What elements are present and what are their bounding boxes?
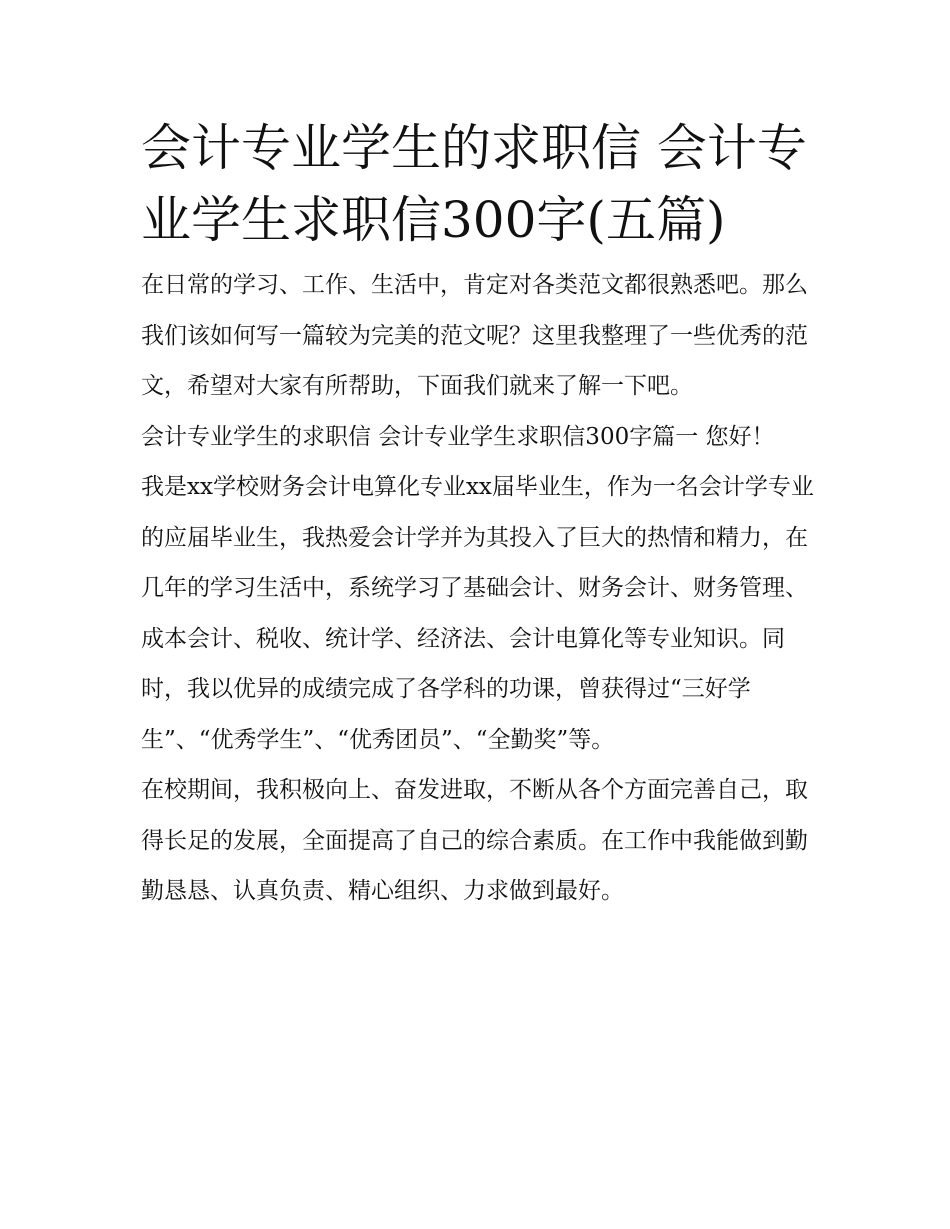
document-body xyxy=(141,112,821,917)
paragraph-self-introduction: 我是xx学校财务会计电算化专业xx届毕业生，作为一名会计学专业的应届毕业生，我热爱会计学并为其投入了巨大的热情和精力，在几年的学习生活中，系统学习了基础会计、财务会计、财务管理、成本会计、税收、统计学、经济法、会计电算化等专业知识。同时，我以优异的成绩完成了各学科的功课，曾获得过“三好学生”、“优秀学生”、“优秀团员”、“全勤奖”等。 xyxy=(141,474,814,753)
paragraph-heading-greeting: 会计专业学生的求职信 会计专业学生求职信300字篇一 您好！ xyxy=(141,423,775,450)
paragraph-campus-experience: 在校期间，我积极向上、奋发进取，不断从各个方面完善自己，取得长足的发展，全面提高了自己的综合素质。在工作中我能做到勤勤恳恳、认真负责、精心组织、力求做到最好。 xyxy=(141,777,808,904)
paragraph-intro: 在日常的学习、工作、生活中，肯定对各类范文都很熟悉吧。那么我们该如何写一篇较为完美的范文呢？这里我整理了一些优秀的范文，希望对大家有所帮助，下面我们就来了解一下吧。 xyxy=(141,272,808,399)
document-title: 会计专业学生的求职信 会计专业学生求职信300字(五篇) xyxy=(141,119,807,249)
